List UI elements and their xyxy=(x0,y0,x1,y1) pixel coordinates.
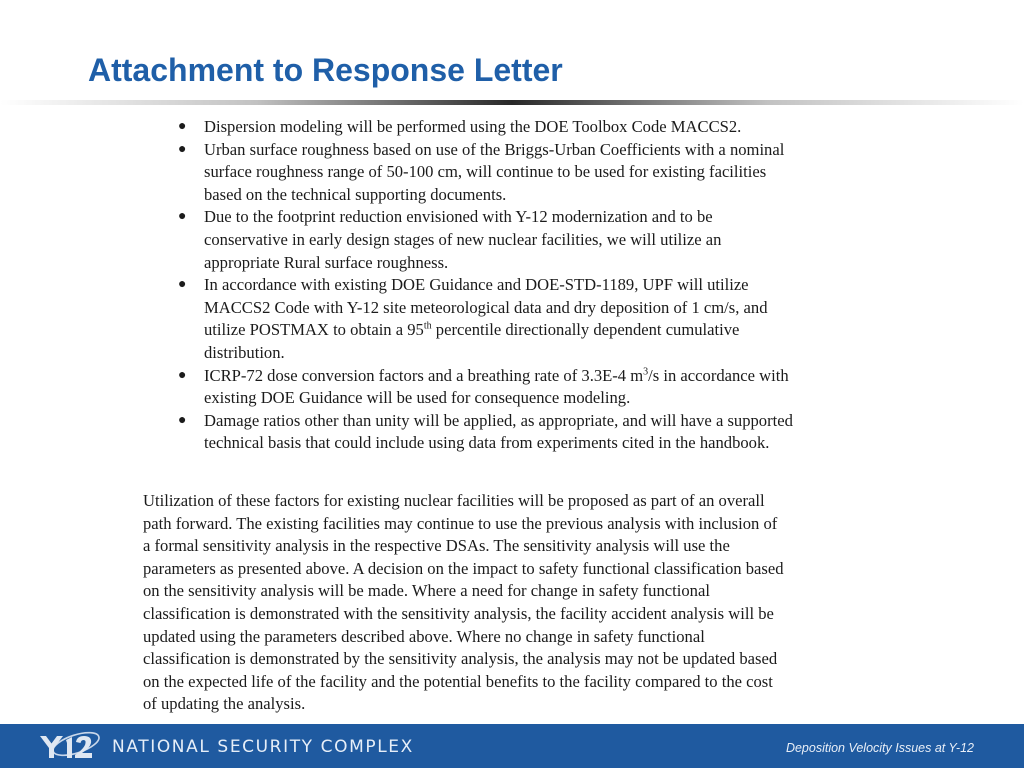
paragraph-line: updated using the parameters described above. Where no change in safety functional xyxy=(143,626,705,646)
bullet-text: ICRP-72 dose conversion factors and a breathing rate of 3.3E-4 m xyxy=(204,365,644,385)
bullet-line: conservative in early design stages of new nuclear facilities, we will utilize an xyxy=(204,229,722,249)
footer-bar xyxy=(0,724,1024,768)
bullet-icon: ● xyxy=(178,119,187,134)
paragraph-line: Utilization of these factors for existing nuclear facilities will be proposed as part of an overall xyxy=(143,491,765,510)
paragraph-line: on the expected life of the facility and the potential benefits to the facility compared to the cost xyxy=(143,671,773,691)
bullet-icon: ● xyxy=(178,412,187,428)
bullet-icon: ● xyxy=(178,209,187,225)
bullet-line: distribution. xyxy=(204,342,285,362)
bullet-item xyxy=(140,274,900,364)
bullet-line: appropriate Rural surface roughness. xyxy=(204,252,449,272)
paragraph-line: parameters as presented above. A decision on the impact to safety functional classification based xyxy=(143,558,784,578)
bullet-line: In accordance with existing DOE Guidance and DOE-STD-1189, UPF will utilize xyxy=(204,275,749,295)
scanned-document xyxy=(140,112,910,718)
paragraph-line: classification is demonstrated by the sensitivity analysis, the analysis may not be updated based xyxy=(143,649,778,669)
organization-name: NATIONAL SECURITY COMPLEX xyxy=(112,737,414,757)
paragraph-line: path forward. The existing facilities may continue to use the previous analysis with inclusion of xyxy=(143,513,778,533)
bullet-line: technical basis that could include using data from experiments cited in the handbook. xyxy=(204,433,770,453)
bullet-line xyxy=(204,319,900,342)
footer-caption: Deposition Velocity Issues at Y-12 xyxy=(785,741,974,755)
bullet-line: Damage ratios other than unity will be applied, as appropriate, and will have a supported xyxy=(204,410,793,430)
y12-logo-icon xyxy=(36,730,106,762)
title-divider xyxy=(0,100,1024,105)
bullet-list xyxy=(140,116,900,455)
bullet-item xyxy=(140,139,900,207)
bullet-icon: ● xyxy=(178,367,187,383)
slide-title: Attachment to Response Letter xyxy=(88,52,563,88)
superscript: th xyxy=(423,320,432,332)
bullet-text: utilize POSTMAX to obtain a 95 xyxy=(204,320,424,340)
bullet-icon: ● xyxy=(178,277,187,293)
bullet-item xyxy=(140,206,900,274)
superscript: 3 xyxy=(643,366,649,377)
paragraph-line: classification is demonstrated with the sensitivity analysis, the facility accident analysis will be xyxy=(143,603,774,623)
paragraph-line: of updating the analysis. xyxy=(143,694,306,714)
bullet-item xyxy=(140,410,900,455)
summary-paragraph xyxy=(143,490,903,716)
paragraph-line: on the sensitivity analysis will be made. Where a need for change in safety functional xyxy=(143,581,710,601)
bullet-line xyxy=(204,365,900,388)
bullet-item xyxy=(140,365,900,410)
bullet-text: percentile directionally dependent cumulative xyxy=(431,320,740,340)
bullet-icon: ● xyxy=(178,141,187,157)
bullet-line: Due to the footprint reduction envisioned with Y-12 modernization and to be xyxy=(204,207,713,227)
bullet-line: Urban surface roughness based on use of the Briggs-Urban Coefficients with a nominal xyxy=(204,139,785,159)
bullet-line: based on the technical supporting documents. xyxy=(204,184,507,204)
bullet-text: /s in accordance with xyxy=(648,365,789,385)
bullet-line: existing DOE Guidance will be used for consequence modeling. xyxy=(204,388,631,408)
bullet-line: Dispersion modeling will be performed using the DOE Toolbox Code MACCS2. xyxy=(204,117,742,136)
paragraph-line: a formal sensitivity analysis in the respective DSAs. The sensitivity analysis will use the xyxy=(143,536,730,556)
bullet-line: MACCS2 Code with Y-12 site meteorological data and dry deposition of 1 cm/s, and xyxy=(204,297,768,317)
bullet-line: surface roughness range of 50-100 cm, will continue to be used for existing facilities xyxy=(204,162,767,182)
bullet-item xyxy=(140,116,900,139)
